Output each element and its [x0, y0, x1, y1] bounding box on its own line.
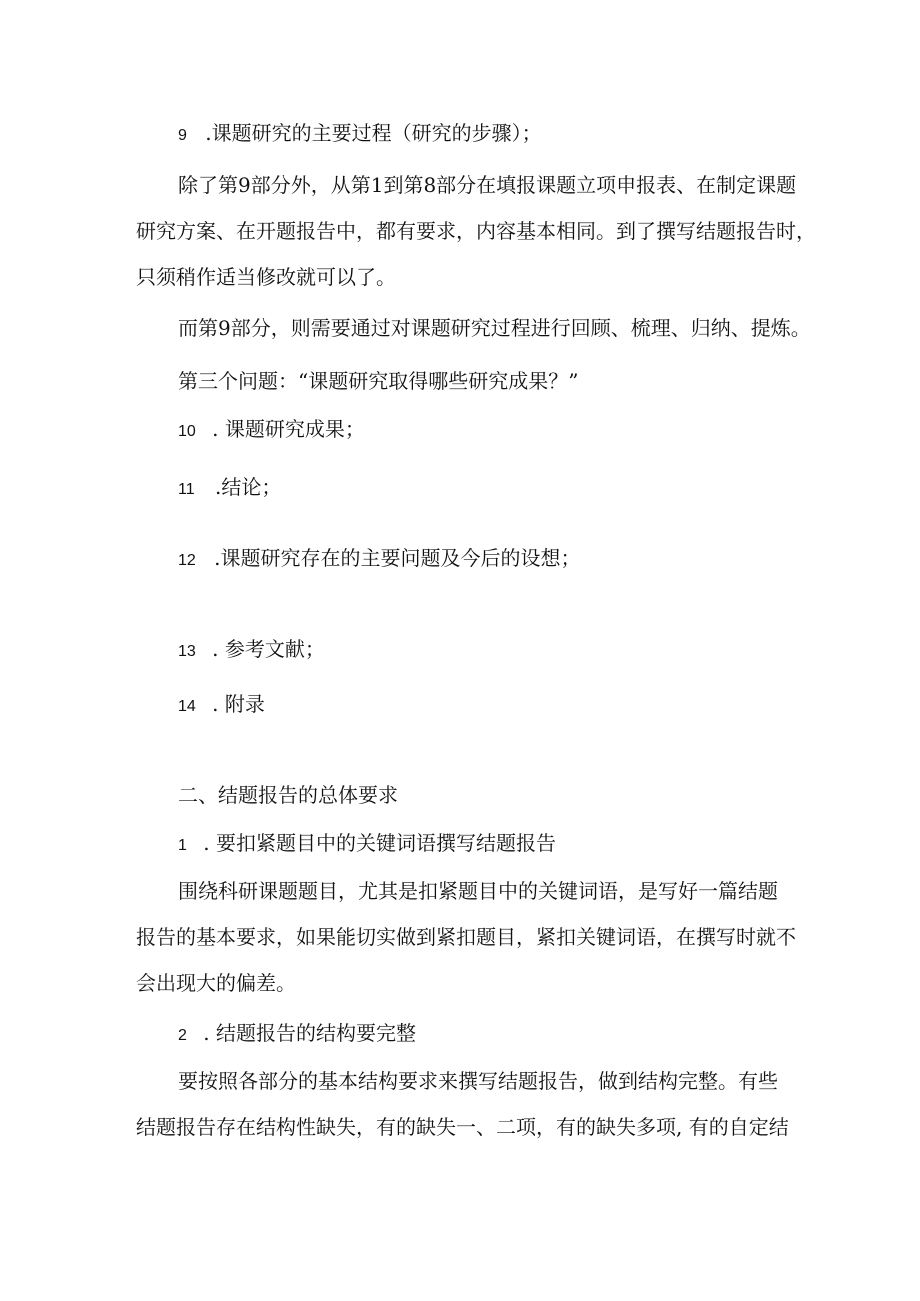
list-item-10 [178, 414, 365, 447]
question-3: 第三个问题：“课题研究取得哪些研究成果？” [178, 369, 579, 393]
list-text: . 课题研究成果； [212, 417, 365, 441]
subsection-1-heading [178, 828, 556, 861]
paragraph-1-line-3: 只须稍作适当修改就可以了。 [136, 265, 396, 289]
list-number: 11 [178, 481, 195, 498]
paragraph-1-line-2: 研究方案、在开题报告中，都有要求，内容基本相同。到了撰写结题报告时， [136, 219, 816, 243]
list-item-12 [178, 543, 581, 576]
paragraph-3-line-1: 围绕科研课题题目，尤其是扣紧题目中的关键词语，是写好一篇结题 [178, 879, 778, 903]
list-number: 1 [178, 837, 187, 854]
list-number: 14 [178, 698, 196, 715]
list-item-14 [178, 689, 265, 722]
list-number: 13 [178, 643, 196, 660]
list-text: . 要扣紧题目中的关键词语撰写结题报告 [203, 831, 556, 855]
list-item-9 [178, 118, 542, 151]
list-text: . 附录 [212, 692, 265, 716]
list-text: .课题研究的主要过程（研究的步骤）； [205, 121, 542, 145]
list-number: 10 [178, 423, 196, 440]
paragraph-2: 而第9部分，则需要通过对课题研究过程进行回顾、梳理、归纳、提炼。 [178, 316, 811, 340]
list-number: 2 [178, 1027, 187, 1044]
paragraph-3-line-2: 报告的基本要求，如果能切实做到紧扣题目，紧扣关键词语，在撰写时就不 [136, 925, 796, 949]
section-2-heading: 二、结题报告的总体要求 [178, 783, 398, 807]
paragraph-1-line-1: 除了第9部分外，从第1到第8部分在填报课题立项申报表、在制定课题 [178, 173, 797, 197]
list-text: .课题研究存在的主要问题及今后的设想； [214, 546, 581, 570]
subsection-2-heading [178, 1018, 416, 1051]
list-text: .结论； [214, 475, 282, 499]
paragraph-4-line-1: 要按照各部分的基本结构要求来撰写结题报告，做到结构完整。有些 [178, 1069, 778, 1093]
list-text: . 参考文献； [212, 637, 325, 661]
list-text: . 结题报告的结构要完整 [203, 1021, 416, 1045]
list-number: 12 [178, 552, 196, 569]
paragraph-4-line-2: 结题报告存在结构性缺失，有的缺失一、二项，有的缺失多项, 有的自定结 [136, 1115, 789, 1139]
paragraph-3-line-3: 会出现大的偏差。 [136, 971, 296, 995]
list-number: 9 [178, 127, 187, 144]
list-item-13 [178, 634, 325, 667]
list-item-11 [178, 472, 281, 505]
